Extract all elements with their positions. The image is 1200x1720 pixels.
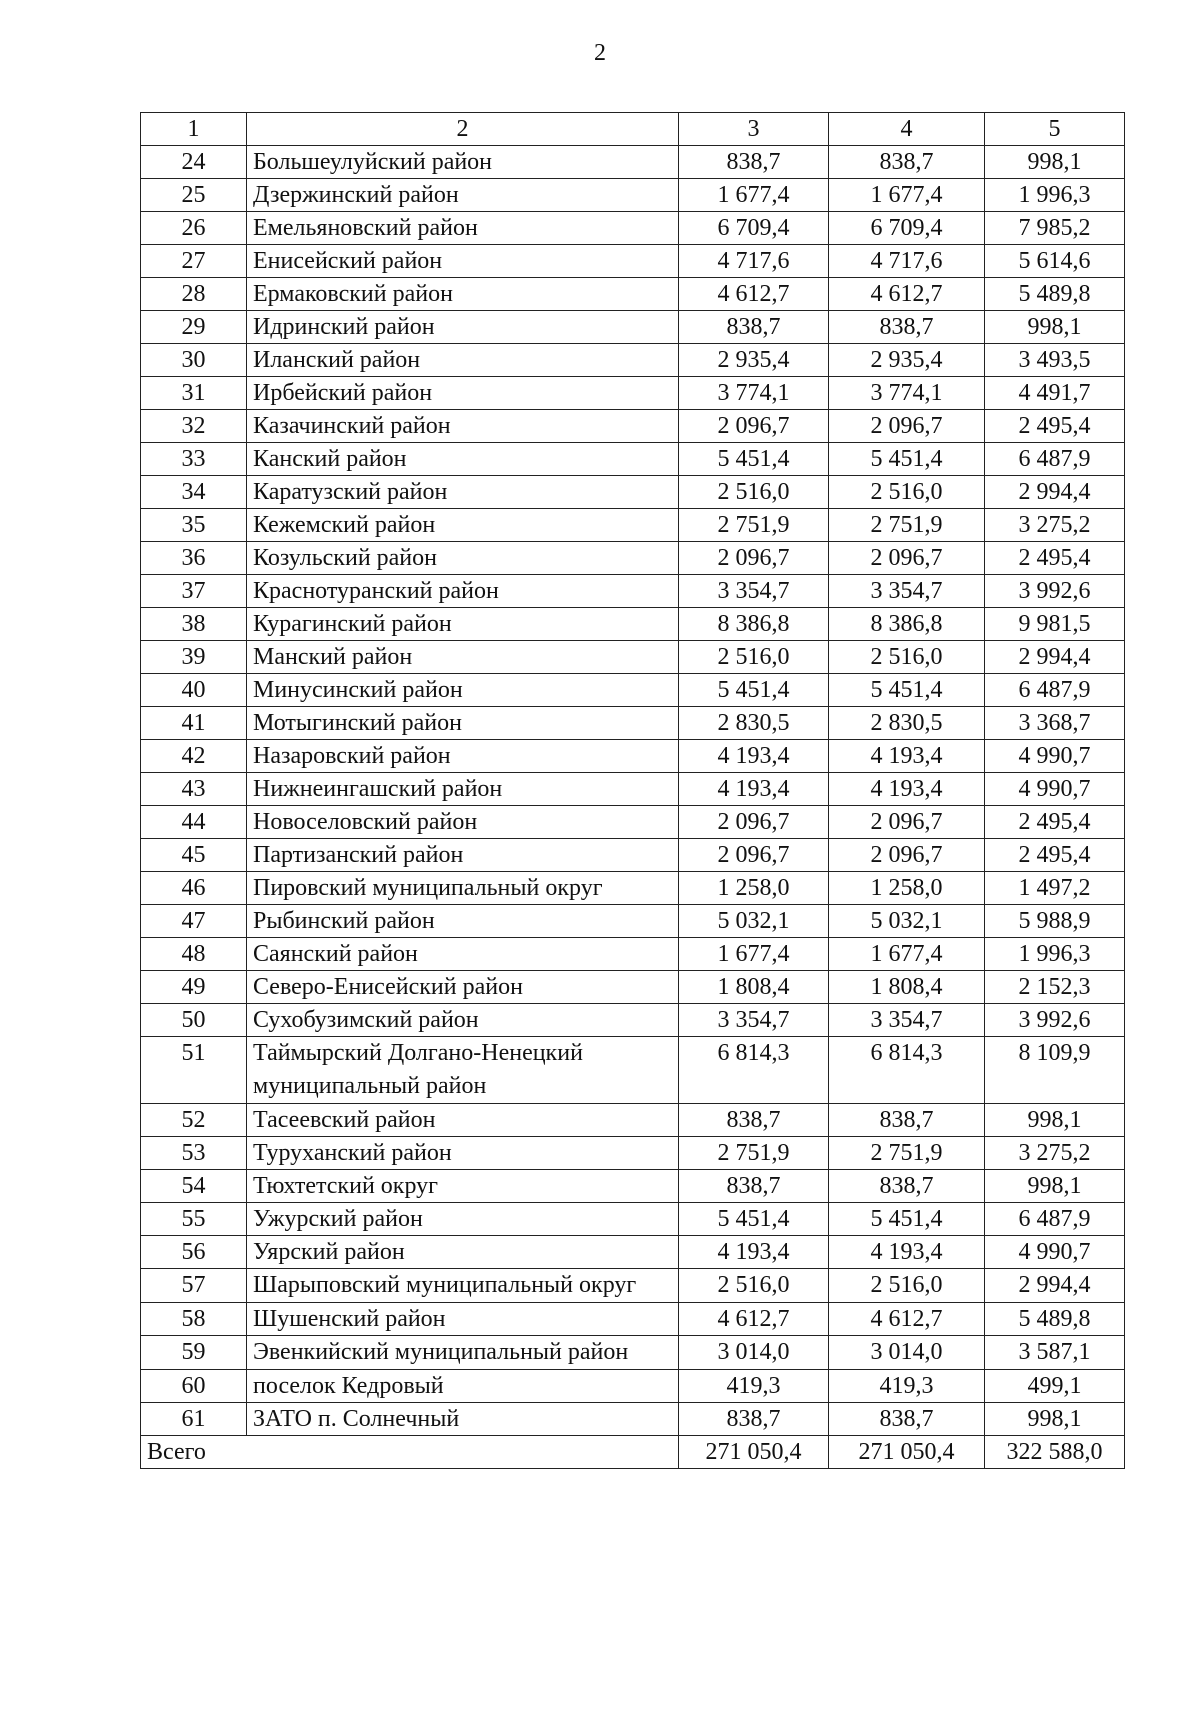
table-row — [141, 1336, 1125, 1370]
row-col-5: 4 491,7 — [985, 377, 1125, 410]
row-col-4: 4 193,4 — [829, 1236, 985, 1269]
table-row — [141, 542, 1125, 575]
total-col-3: 271 050,4 — [679, 1436, 829, 1469]
table-row — [141, 509, 1125, 542]
row-col-3: 6 709,4 — [679, 212, 829, 245]
row-number: 58 — [141, 1303, 247, 1336]
table-row — [141, 905, 1125, 938]
table-row — [141, 476, 1125, 509]
row-col-4: 2 096,7 — [829, 806, 985, 839]
table-row — [141, 839, 1125, 872]
row-col-3: 1 808,4 — [679, 971, 829, 1004]
row-number: 46 — [141, 872, 247, 905]
row-col-3: 5 451,4 — [679, 1203, 829, 1236]
table-row — [141, 872, 1125, 905]
row-col-4: 2 751,9 — [829, 509, 985, 542]
row-name: Шарыповский муниципальный округ — [247, 1269, 679, 1303]
row-col-4: 2 096,7 — [829, 839, 985, 872]
page-number: 2 — [594, 40, 606, 66]
row-col-4: 838,7 — [829, 1104, 985, 1137]
table-row — [141, 311, 1125, 344]
table-row — [141, 410, 1125, 443]
table-row — [141, 1403, 1125, 1436]
row-col-5: 2 994,4 — [985, 1269, 1125, 1303]
row-col-4: 6 814,3 — [829, 1037, 985, 1104]
table-row — [141, 1004, 1125, 1037]
table-row — [141, 674, 1125, 707]
row-col-5: 4 990,7 — [985, 1236, 1125, 1269]
table-row — [141, 278, 1125, 311]
row-col-5: 5 489,8 — [985, 1303, 1125, 1336]
allocation-table — [140, 112, 1125, 1469]
row-col-4: 2 096,7 — [829, 410, 985, 443]
row-col-5: 3 493,5 — [985, 344, 1125, 377]
row-col-5: 8 109,9 — [985, 1037, 1125, 1104]
row-number: 56 — [141, 1236, 247, 1269]
row-number: 59 — [141, 1336, 247, 1370]
row-number: 34 — [141, 476, 247, 509]
row-col-4: 2 830,5 — [829, 707, 985, 740]
row-col-5: 5 489,8 — [985, 278, 1125, 311]
row-col-5: 6 487,9 — [985, 443, 1125, 476]
row-col-3: 3 354,7 — [679, 1004, 829, 1037]
row-number: 51 — [141, 1037, 247, 1104]
row-col-3: 4 193,4 — [679, 740, 829, 773]
row-col-3: 2 516,0 — [679, 641, 829, 674]
row-col-3: 4 717,6 — [679, 245, 829, 278]
table-row — [141, 707, 1125, 740]
row-number: 30 — [141, 344, 247, 377]
row-col-3: 838,7 — [679, 1170, 829, 1203]
row-name: Ермаковский район — [247, 278, 679, 311]
row-col-3: 4 193,4 — [679, 1236, 829, 1269]
table-row — [141, 1037, 1125, 1104]
row-name: Минусинский район — [247, 674, 679, 707]
row-number: 28 — [141, 278, 247, 311]
row-name: Тюхтетский округ — [247, 1170, 679, 1203]
row-col-5: 2 994,4 — [985, 641, 1125, 674]
row-name: Канский район — [247, 443, 679, 476]
row-col-5: 998,1 — [985, 146, 1125, 179]
row-col-4: 4 193,4 — [829, 773, 985, 806]
row-col-4: 4 717,6 — [829, 245, 985, 278]
row-name: Ирбейский район — [247, 377, 679, 410]
row-number: 54 — [141, 1170, 247, 1203]
row-number: 50 — [141, 1004, 247, 1037]
row-col-5: 3 992,6 — [985, 575, 1125, 608]
row-col-3: 1 677,4 — [679, 938, 829, 971]
row-col-5: 1 996,3 — [985, 179, 1125, 212]
row-col-4: 2 751,9 — [829, 1137, 985, 1170]
row-name: Назаровский район — [247, 740, 679, 773]
total-col-4: 271 050,4 — [829, 1436, 985, 1469]
row-number: 32 — [141, 410, 247, 443]
row-col-3: 2 516,0 — [679, 476, 829, 509]
row-name: Партизанский район — [247, 839, 679, 872]
row-col-3: 838,7 — [679, 1403, 829, 1436]
row-number: 24 — [141, 146, 247, 179]
row-name: Курагинский район — [247, 608, 679, 641]
row-col-5: 2 152,3 — [985, 971, 1125, 1004]
row-name: Новоселовский район — [247, 806, 679, 839]
total-row — [141, 1436, 1125, 1469]
table-row — [141, 1303, 1125, 1336]
table-row — [141, 1236, 1125, 1269]
row-col-5: 4 990,7 — [985, 740, 1125, 773]
row-col-5: 499,1 — [985, 1370, 1125, 1403]
table-row — [141, 938, 1125, 971]
row-name: ЗАТО п. Солнечный — [247, 1403, 679, 1436]
row-col-3: 4 193,4 — [679, 773, 829, 806]
row-col-3: 2 096,7 — [679, 806, 829, 839]
row-name: Идринский район — [247, 311, 679, 344]
row-col-3: 1 677,4 — [679, 179, 829, 212]
row-name: Емельяновский район — [247, 212, 679, 245]
table-row — [141, 146, 1125, 179]
row-col-5: 998,1 — [985, 1104, 1125, 1137]
row-col-4: 5 451,4 — [829, 674, 985, 707]
row-number: 36 — [141, 542, 247, 575]
row-col-5: 2 994,4 — [985, 476, 1125, 509]
row-col-4: 419,3 — [829, 1370, 985, 1403]
row-col-4: 8 386,8 — [829, 608, 985, 641]
row-col-3: 2 935,4 — [679, 344, 829, 377]
row-number: 31 — [141, 377, 247, 410]
row-col-4: 3 014,0 — [829, 1336, 985, 1370]
row-col-4: 1 808,4 — [829, 971, 985, 1004]
row-name: Мотыгинский район — [247, 707, 679, 740]
column-header-4: 4 — [829, 113, 985, 146]
row-name: Каратузский район — [247, 476, 679, 509]
table-row — [141, 245, 1125, 278]
row-col-4: 2 516,0 — [829, 1269, 985, 1303]
row-number: 38 — [141, 608, 247, 641]
row-col-4: 838,7 — [829, 311, 985, 344]
row-col-5: 3 368,7 — [985, 707, 1125, 740]
row-col-4: 5 451,4 — [829, 1203, 985, 1236]
table-row — [141, 377, 1125, 410]
row-col-3: 3 774,1 — [679, 377, 829, 410]
row-col-4: 5 451,4 — [829, 443, 985, 476]
row-col-3: 419,3 — [679, 1370, 829, 1403]
table-row — [141, 608, 1125, 641]
table-row — [141, 443, 1125, 476]
row-number: 52 — [141, 1104, 247, 1137]
row-number: 41 — [141, 707, 247, 740]
row-number: 35 — [141, 509, 247, 542]
row-col-3: 2 751,9 — [679, 509, 829, 542]
row-col-5: 3 587,1 — [985, 1336, 1125, 1370]
row-col-5: 1 497,2 — [985, 872, 1125, 905]
table-row — [141, 641, 1125, 674]
row-number: 33 — [141, 443, 247, 476]
row-name: Уярский район — [247, 1236, 679, 1269]
row-col-3: 2 516,0 — [679, 1269, 829, 1303]
row-name: Северо-Енисейский район — [247, 971, 679, 1004]
row-col-5: 7 985,2 — [985, 212, 1125, 245]
row-col-5: 2 495,4 — [985, 839, 1125, 872]
table-row — [141, 344, 1125, 377]
row-number: 60 — [141, 1370, 247, 1403]
row-col-3: 2 096,7 — [679, 542, 829, 575]
row-col-3: 2 096,7 — [679, 410, 829, 443]
row-number: 44 — [141, 806, 247, 839]
column-header-1: 1 — [141, 113, 247, 146]
table-row — [141, 212, 1125, 245]
table-row — [141, 1203, 1125, 1236]
row-number: 53 — [141, 1137, 247, 1170]
row-col-5: 3 275,2 — [985, 1137, 1125, 1170]
row-name: Саянский район — [247, 938, 679, 971]
row-col-5: 3 992,6 — [985, 1004, 1125, 1037]
row-number: 42 — [141, 740, 247, 773]
row-col-4: 1 677,4 — [829, 938, 985, 971]
row-col-3: 838,7 — [679, 146, 829, 179]
row-col-5: 998,1 — [985, 1403, 1125, 1436]
row-col-3: 5 451,4 — [679, 443, 829, 476]
row-col-3: 5 032,1 — [679, 905, 829, 938]
row-name: Рыбинский район — [247, 905, 679, 938]
row-col-3: 3 354,7 — [679, 575, 829, 608]
row-col-4: 838,7 — [829, 1403, 985, 1436]
table-body — [141, 146, 1125, 1436]
row-col-3: 2 096,7 — [679, 839, 829, 872]
row-number: 29 — [141, 311, 247, 344]
row-number: 37 — [141, 575, 247, 608]
row-name: Казачинский район — [247, 410, 679, 443]
row-col-3: 4 612,7 — [679, 278, 829, 311]
row-col-4: 2 516,0 — [829, 641, 985, 674]
row-name: Козульский район — [247, 542, 679, 575]
table-row — [141, 806, 1125, 839]
row-col-5: 998,1 — [985, 311, 1125, 344]
row-col-5: 2 495,4 — [985, 806, 1125, 839]
row-col-4: 838,7 — [829, 146, 985, 179]
row-col-4: 838,7 — [829, 1170, 985, 1203]
row-col-4: 6 709,4 — [829, 212, 985, 245]
row-number: 39 — [141, 641, 247, 674]
row-col-5: 2 495,4 — [985, 410, 1125, 443]
row-name: Сухобузимский район — [247, 1004, 679, 1037]
row-name: Туруханский район — [247, 1137, 679, 1170]
row-col-5: 2 495,4 — [985, 542, 1125, 575]
table-row — [141, 1104, 1125, 1137]
row-number: 27 — [141, 245, 247, 278]
table-row — [141, 773, 1125, 806]
row-col-4: 4 612,7 — [829, 278, 985, 311]
table-header-row — [141, 113, 1125, 146]
row-col-3: 838,7 — [679, 1104, 829, 1137]
row-number: 25 — [141, 179, 247, 212]
row-name: Енисейский район — [247, 245, 679, 278]
row-col-3: 3 014,0 — [679, 1336, 829, 1370]
column-header-2: 2 — [247, 113, 679, 146]
total-col-5: 322 588,0 — [985, 1436, 1125, 1469]
row-name: Ужурский район — [247, 1203, 679, 1236]
row-name: Кежемский район — [247, 509, 679, 542]
row-number: 49 — [141, 971, 247, 1004]
row-number: 43 — [141, 773, 247, 806]
row-col-3: 8 386,8 — [679, 608, 829, 641]
row-col-4: 1 677,4 — [829, 179, 985, 212]
row-name: Шушенский район — [247, 1303, 679, 1336]
row-name: Дзержинский район — [247, 179, 679, 212]
table-row — [141, 1137, 1125, 1170]
row-number: 47 — [141, 905, 247, 938]
row-col-4: 2 935,4 — [829, 344, 985, 377]
table-row — [141, 971, 1125, 1004]
row-col-5: 1 996,3 — [985, 938, 1125, 971]
row-name: Большеулуйский район — [247, 146, 679, 179]
table-row — [141, 1269, 1125, 1303]
row-col-4: 3 774,1 — [829, 377, 985, 410]
row-name: Нижнеингашский район — [247, 773, 679, 806]
row-col-5: 5 988,9 — [985, 905, 1125, 938]
row-number: 48 — [141, 938, 247, 971]
row-col-5: 3 275,2 — [985, 509, 1125, 542]
row-col-4: 4 193,4 — [829, 740, 985, 773]
row-name: Манский район — [247, 641, 679, 674]
row-col-4: 3 354,7 — [829, 575, 985, 608]
table-row — [141, 740, 1125, 773]
table-row — [141, 1170, 1125, 1203]
row-number: 40 — [141, 674, 247, 707]
row-number: 45 — [141, 839, 247, 872]
row-col-3: 6 814,3 — [679, 1037, 829, 1104]
row-col-5: 5 614,6 — [985, 245, 1125, 278]
total-label: Всего — [141, 1436, 679, 1469]
row-col-4: 3 354,7 — [829, 1004, 985, 1037]
row-name: Краснотуранский район — [247, 575, 679, 608]
row-name: поселок Кедровый — [247, 1370, 679, 1403]
row-number: 55 — [141, 1203, 247, 1236]
table-row — [141, 575, 1125, 608]
column-header-5: 5 — [985, 113, 1125, 146]
row-col-3: 2 830,5 — [679, 707, 829, 740]
row-number: 26 — [141, 212, 247, 245]
row-name: Иланский район — [247, 344, 679, 377]
row-name: Эвенкийский муниципальный район — [247, 1336, 679, 1370]
row-col-5: 4 990,7 — [985, 773, 1125, 806]
row-col-4: 2 516,0 — [829, 476, 985, 509]
row-number: 61 — [141, 1403, 247, 1436]
row-col-3: 4 612,7 — [679, 1303, 829, 1336]
row-col-5: 6 487,9 — [985, 674, 1125, 707]
row-col-3: 838,7 — [679, 311, 829, 344]
row-col-4: 2 096,7 — [829, 542, 985, 575]
row-col-4: 4 612,7 — [829, 1303, 985, 1336]
row-number: 57 — [141, 1269, 247, 1303]
row-col-3: 5 451,4 — [679, 674, 829, 707]
row-col-3: 1 258,0 — [679, 872, 829, 905]
row-name: Тасеевский район — [247, 1104, 679, 1137]
row-name: Пировский муниципальный округ — [247, 872, 679, 905]
column-header-3: 3 — [679, 113, 829, 146]
row-name: Таймырский Долгано-Ненецкий муниципальный район — [247, 1037, 679, 1104]
row-col-3: 2 751,9 — [679, 1137, 829, 1170]
row-col-4: 5 032,1 — [829, 905, 985, 938]
table-row — [141, 179, 1125, 212]
row-col-4: 1 258,0 — [829, 872, 985, 905]
row-col-5: 6 487,9 — [985, 1203, 1125, 1236]
row-col-5: 9 981,5 — [985, 608, 1125, 641]
row-col-5: 998,1 — [985, 1170, 1125, 1203]
table-row — [141, 1370, 1125, 1403]
